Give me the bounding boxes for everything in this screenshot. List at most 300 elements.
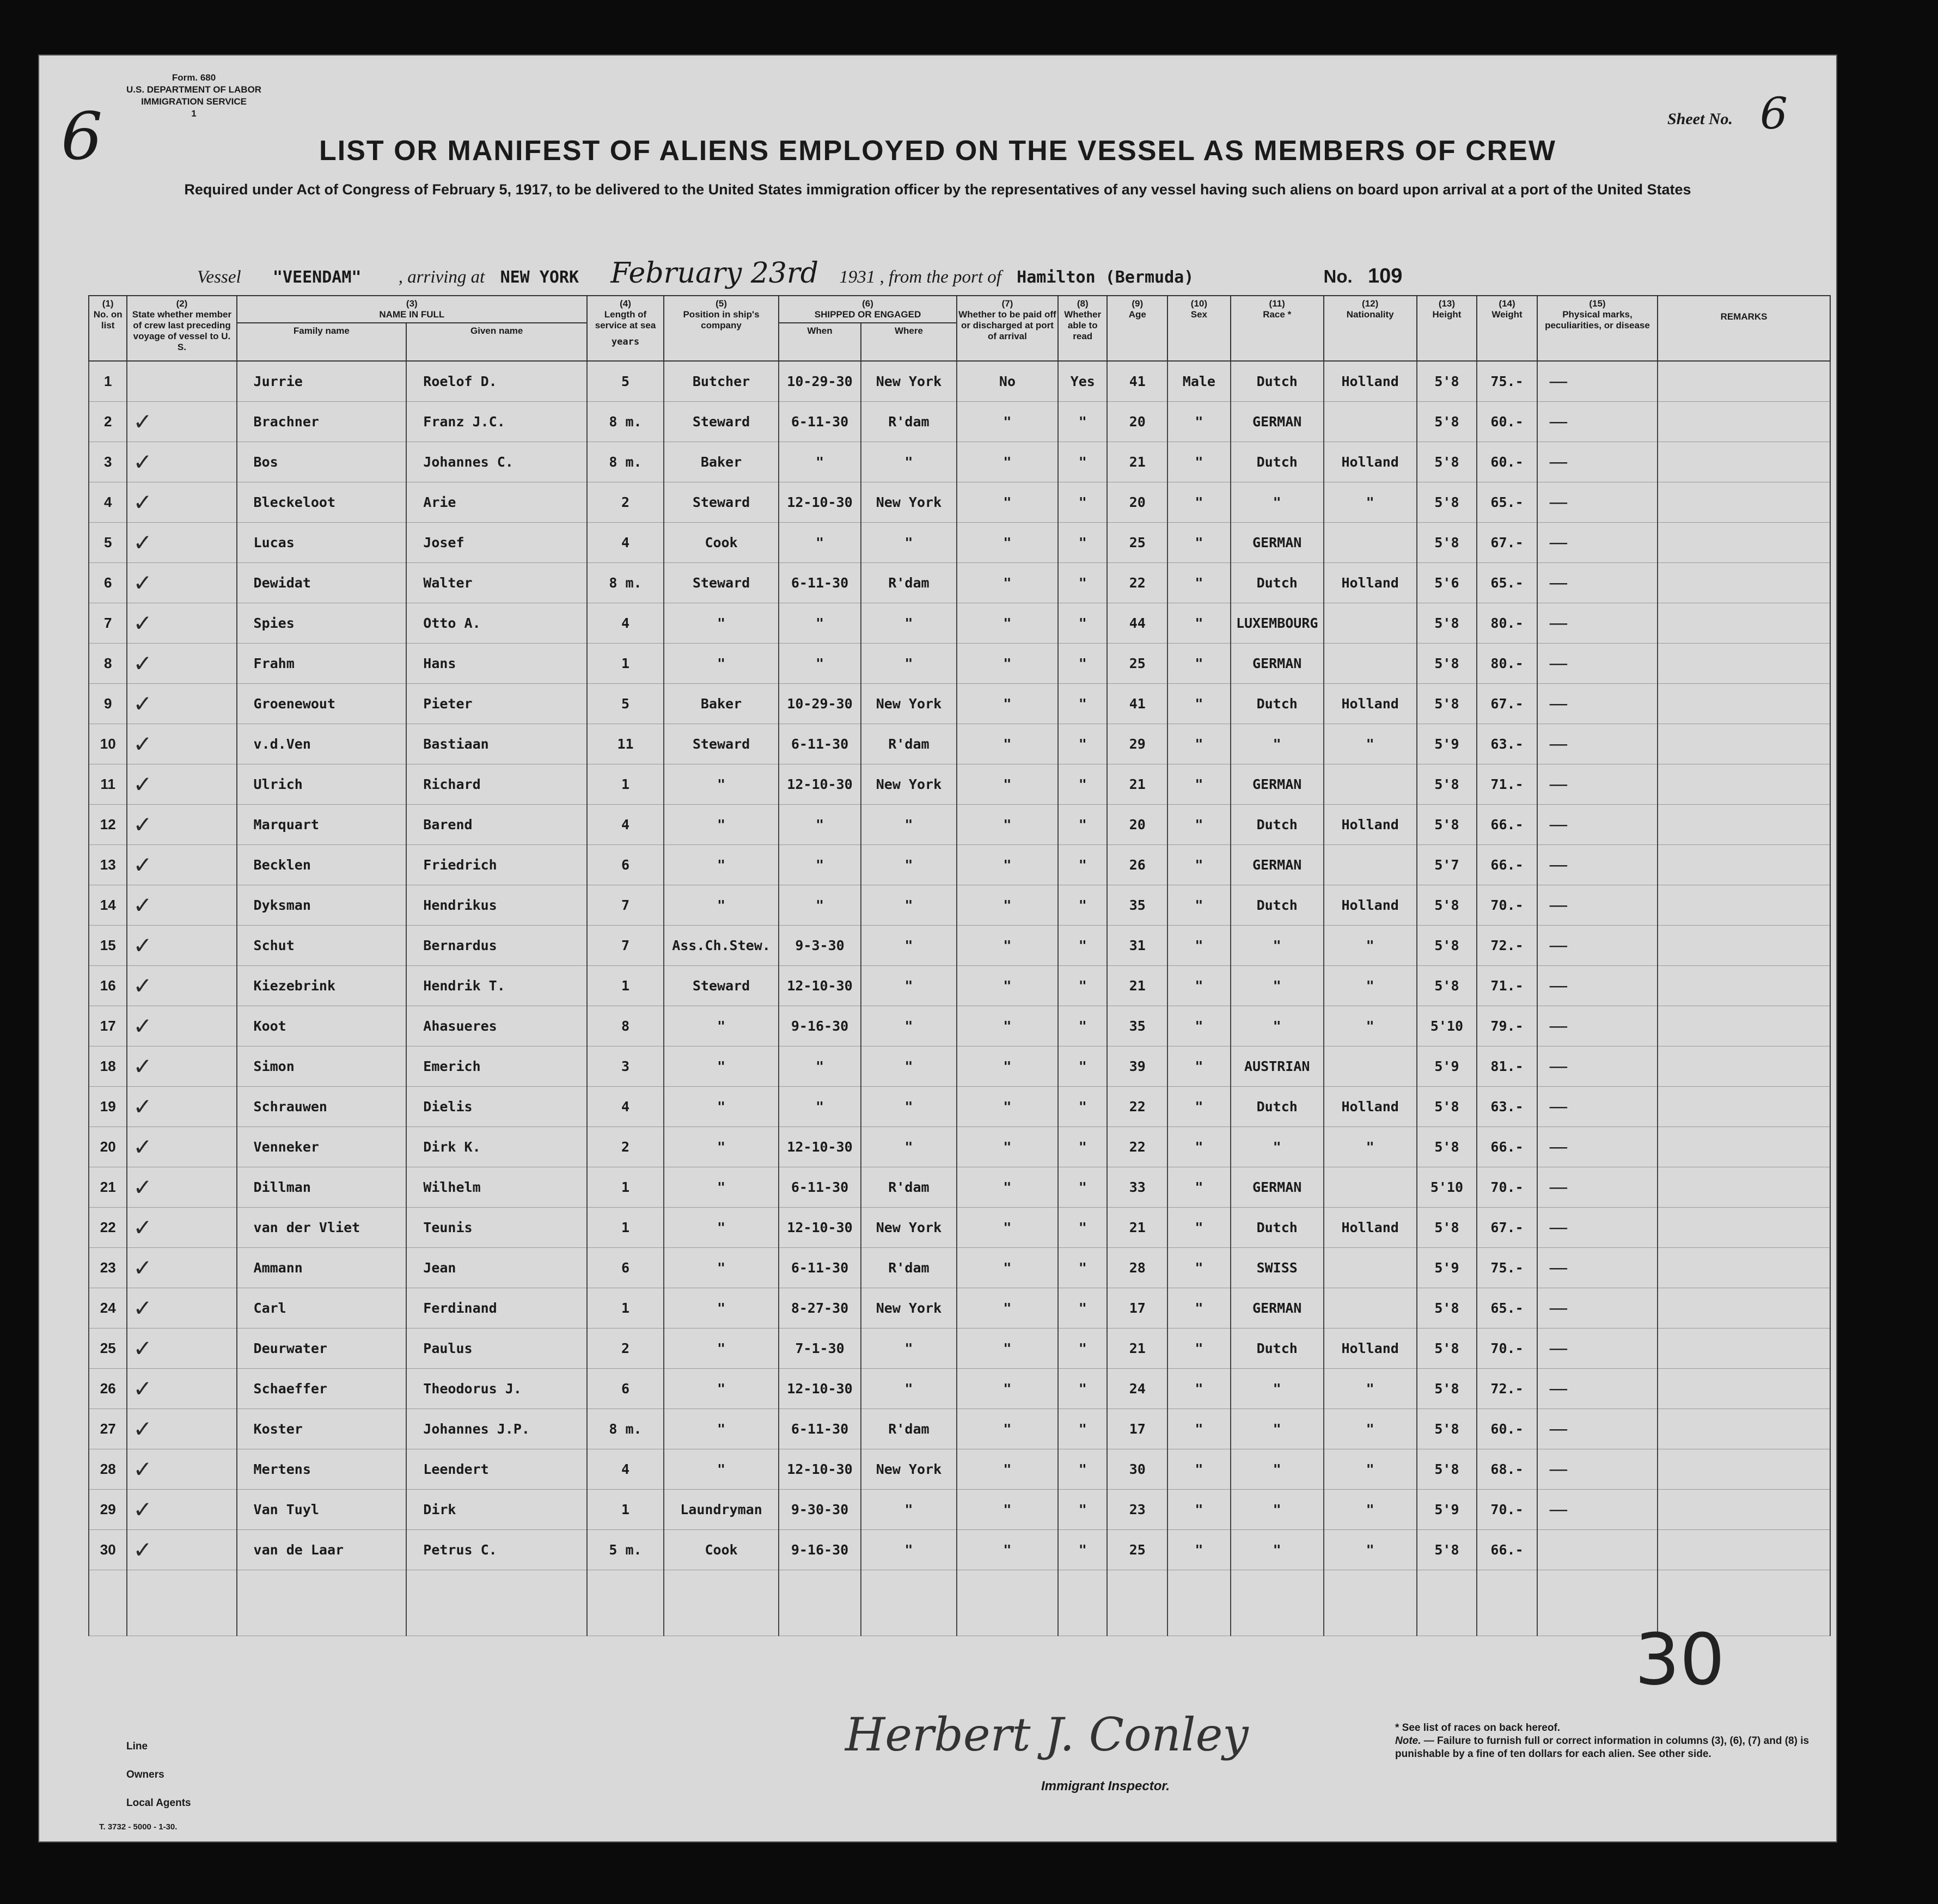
age-cell: 20 [1107, 805, 1167, 845]
service-length-cell: 8 m. [587, 1409, 664, 1449]
age-cell: 25 [1107, 1530, 1167, 1570]
nationality-cell: Holland [1324, 684, 1417, 724]
paid-off-cell: " [957, 764, 1058, 805]
remarks-cell [1658, 805, 1830, 845]
weight-cell: 71.- [1477, 764, 1537, 805]
table-row [89, 1248, 1830, 1288]
shipped-where-cell: R'dam [861, 1248, 957, 1288]
shipped-where-cell: " [861, 1046, 957, 1087]
weight-cell: 67.- [1477, 684, 1537, 724]
sex-cell: " [1167, 523, 1231, 563]
family-name-cell: Brachner [237, 402, 407, 442]
physical-marks-cell: — [1537, 402, 1658, 442]
sex-cell: " [1167, 442, 1231, 482]
inspector-signature: Herbert J. Conley [845, 1708, 1249, 1761]
row-number-cell: 12 [89, 805, 127, 845]
physical-marks-cell: — [1537, 1288, 1658, 1328]
race-cell: " [1231, 1530, 1324, 1570]
form-mark: 1 [191, 108, 197, 119]
row-number-cell: 16 [89, 966, 127, 1006]
table-row [89, 482, 1830, 523]
age-cell: 21 [1107, 1208, 1167, 1248]
paid-off-cell: " [957, 1369, 1058, 1409]
able-to-read-cell: " [1058, 482, 1108, 523]
service-length-cell: 5 m. [587, 1530, 664, 1570]
family-name-cell: Schrauwen [237, 1087, 407, 1127]
physical-marks-cell: — [1537, 1006, 1658, 1046]
shipped-where-cell: New York [861, 764, 957, 805]
shipped-where-cell: R'dam [861, 724, 957, 764]
table-row [89, 966, 1830, 1006]
sex-cell: " [1167, 563, 1231, 603]
row-number-cell: 28 [89, 1449, 127, 1490]
blank-cell [587, 1570, 664, 1636]
race-cell: Dutch [1231, 361, 1324, 402]
paid-off-cell: " [957, 1248, 1058, 1288]
race-cell: Dutch [1231, 1087, 1324, 1127]
family-name-cell: Groenewout [237, 684, 407, 724]
able-to-read-cell: " [1058, 1328, 1108, 1369]
nationality-cell: Holland [1324, 885, 1417, 926]
given-name-cell: Ferdinand [406, 1288, 587, 1328]
shipped-when-cell: 9-16-30 [779, 1006, 861, 1046]
form-number: Form. 680 [172, 72, 216, 83]
shipped-when-cell: 6-11-30 [779, 402, 861, 442]
remarks-cell [1658, 1167, 1830, 1208]
nationality-cell: Holland [1324, 563, 1417, 603]
family-name-cell: Venneker [237, 1127, 407, 1167]
height-cell: 5'8 [1417, 1087, 1477, 1127]
nationality-cell: Holland [1324, 442, 1417, 482]
sex-cell: " [1167, 1167, 1231, 1208]
remarks-cell [1658, 1208, 1830, 1248]
blank-cell [664, 1570, 779, 1636]
footer-labels [126, 1732, 191, 1817]
weight-cell: 65.- [1477, 563, 1537, 603]
service-length-cell: 4 [587, 1449, 664, 1490]
height-cell: 5'8 [1417, 1530, 1477, 1570]
col-no-header: (1) No. on list [89, 296, 127, 361]
row-number-cell: 24 [89, 1288, 127, 1328]
able-to-read-cell: " [1058, 523, 1108, 563]
shipped-when-cell: " [779, 805, 861, 845]
table-row [89, 1369, 1830, 1409]
shipped-when-cell: " [779, 845, 861, 885]
sex-cell: " [1167, 1208, 1231, 1248]
family-name-cell: Ulrich [237, 764, 407, 805]
position-cell: Baker [664, 684, 779, 724]
shipped-when-cell: 6-11-30 [779, 563, 861, 603]
shipped-when-cell: 12-10-30 [779, 966, 861, 1006]
able-to-read-cell: " [1058, 966, 1108, 1006]
fine-note: Note. — Failure to furnish full or correct information in columns (3), (6), (7) and (8) is punishable by a fine of ten dollars for each alien. See other side. [1395, 1735, 1809, 1760]
age-cell: 22 [1107, 1127, 1167, 1167]
physical-marks-cell: — [1537, 966, 1658, 1006]
position-cell: " [664, 1248, 779, 1288]
col-state-header: (2) State whether member of crew last preceding voyage of vessel to U. S. [127, 296, 236, 361]
member-check-cell: ✓ [127, 1288, 236, 1328]
table-row [89, 563, 1830, 603]
service-length-cell: 1 [587, 1208, 664, 1248]
member-check-cell: ✓ [127, 926, 236, 966]
weight-cell: 66.- [1477, 1127, 1537, 1167]
race-cell: Dutch [1231, 563, 1324, 603]
family-name-cell: Ammann [237, 1248, 407, 1288]
paid-off-cell: " [957, 523, 1058, 563]
weight-cell: 63.- [1477, 724, 1537, 764]
nationality-cell [1324, 845, 1417, 885]
service-name: IMMIGRATION SERVICE [141, 96, 247, 107]
shipped-where-cell: R'dam [861, 402, 957, 442]
member-check-cell: ✓ [127, 1449, 236, 1490]
shipped-when-cell: 7-1-30 [779, 1328, 861, 1369]
departure-port: Hamilton (Bermuda) [1017, 268, 1194, 287]
service-length-cell: 2 [587, 1127, 664, 1167]
able-to-read-cell: " [1058, 1248, 1108, 1288]
sex-cell: " [1167, 1409, 1231, 1449]
nationality-cell: " [1324, 1127, 1417, 1167]
table-row [89, 402, 1830, 442]
shipped-when-cell: " [779, 885, 861, 926]
table-row [89, 845, 1830, 885]
table-row [89, 644, 1830, 684]
race-cell: AUSTRIAN [1231, 1046, 1324, 1087]
height-cell: 5'8 [1417, 1369, 1477, 1409]
weight-cell: 79.- [1477, 1006, 1537, 1046]
position-cell: Steward [664, 724, 779, 764]
age-cell: 25 [1107, 523, 1167, 563]
physical-marks-cell: — [1537, 684, 1658, 724]
race-cell: " [1231, 926, 1324, 966]
paid-off-cell: " [957, 402, 1058, 442]
position-cell: " [664, 1328, 779, 1369]
family-name-cell: van de Laar [237, 1530, 407, 1570]
race-cell: GERMAN [1231, 764, 1324, 805]
nationality-cell [1324, 402, 1417, 442]
service-length-cell: 4 [587, 1087, 664, 1127]
service-length-cell: 5 [587, 361, 664, 402]
position-cell: Steward [664, 482, 779, 523]
family-name-cell: Mertens [237, 1449, 407, 1490]
remarks-cell [1658, 1248, 1830, 1288]
given-name-cell: Bernardus [406, 926, 587, 966]
remarks-cell [1658, 603, 1830, 644]
given-name-cell: Ahasueres [406, 1006, 587, 1046]
member-check-cell: ✓ [127, 1127, 236, 1167]
given-name-cell: Richard [406, 764, 587, 805]
member-check-cell: ✓ [127, 563, 236, 603]
able-to-read-cell: " [1058, 1006, 1108, 1046]
nationality-cell [1324, 603, 1417, 644]
member-check-cell: ✓ [127, 1167, 236, 1208]
col-when-header: When [779, 323, 861, 361]
shipped-when-cell: 6-11-30 [779, 1167, 861, 1208]
race-cell: GERMAN [1231, 1288, 1324, 1328]
paid-off-cell: " [957, 966, 1058, 1006]
able-to-read-cell: " [1058, 402, 1108, 442]
member-check-cell: ✓ [127, 402, 236, 442]
blank-cell [1417, 1570, 1477, 1636]
weight-cell: 71.- [1477, 966, 1537, 1006]
height-cell: 5'7 [1417, 845, 1477, 885]
remarks-cell [1658, 523, 1830, 563]
height-cell: 5'8 [1417, 361, 1477, 402]
physical-marks-cell: — [1537, 724, 1658, 764]
shipped-when-cell: 10-29-30 [779, 361, 861, 402]
service-length-cell: 8 m. [587, 563, 664, 603]
family-name-cell: Lucas [237, 523, 407, 563]
remarks-cell [1658, 764, 1830, 805]
shipped-when-cell: 12-10-30 [779, 1127, 861, 1167]
owners-label: Owners [126, 1769, 164, 1780]
table-row [89, 1328, 1830, 1369]
remarks-cell [1658, 644, 1830, 684]
shipped-where-cell: New York [861, 361, 957, 402]
row-number-cell: 7 [89, 603, 127, 644]
physical-marks-cell: — [1537, 1046, 1658, 1087]
height-cell: 5'8 [1417, 1208, 1477, 1248]
table-row [89, 1046, 1830, 1087]
row-number-cell: 17 [89, 1006, 127, 1046]
physical-marks-cell: — [1537, 764, 1658, 805]
row-number-cell: 14 [89, 885, 127, 926]
shipped-when-cell: 12-10-30 [779, 1208, 861, 1248]
family-name-cell: Dyksman [237, 885, 407, 926]
paid-off-cell: " [957, 563, 1058, 603]
family-name-cell: Koot [237, 1006, 407, 1046]
nationality-cell [1324, 1046, 1417, 1087]
height-cell: 5'9 [1417, 1248, 1477, 1288]
family-name-cell: Dillman [237, 1167, 407, 1208]
height-cell: 5'10 [1417, 1167, 1477, 1208]
race-cell: Dutch [1231, 442, 1324, 482]
given-name-cell: Josef [406, 523, 587, 563]
member-check-cell: ✓ [127, 1087, 236, 1127]
shipped-where-cell: New York [861, 1449, 957, 1490]
sheet-label: Sheet No. [1667, 110, 1733, 128]
position-cell: Steward [664, 563, 779, 603]
row-number-cell: 25 [89, 1328, 127, 1369]
shipped-where-cell: " [861, 1328, 957, 1369]
blank-cell [89, 1570, 127, 1636]
blank-cell [779, 1570, 861, 1636]
row-number-cell: 1 [89, 361, 127, 402]
weight-cell: 72.- [1477, 1369, 1537, 1409]
paid-off-cell: " [957, 926, 1058, 966]
sex-cell: " [1167, 644, 1231, 684]
member-check-cell: ✓ [127, 764, 236, 805]
position-cell: " [664, 1087, 779, 1127]
member-check-cell: ✓ [127, 1490, 236, 1530]
shipped-when-cell: " [779, 1046, 861, 1087]
remarks-cell [1658, 1409, 1830, 1449]
shipped-when-cell: 6-11-30 [779, 724, 861, 764]
row-number-cell: 30 [89, 1530, 127, 1570]
nationality-cell: " [1324, 1490, 1417, 1530]
paid-off-cell: " [957, 1530, 1058, 1570]
physical-marks-cell: — [1537, 603, 1658, 644]
member-check-cell [127, 361, 236, 402]
race-cell: GERMAN [1231, 644, 1324, 684]
member-check-cell: ✓ [127, 966, 236, 1006]
row-number-cell: 5 [89, 523, 127, 563]
weight-cell: 68.- [1477, 1449, 1537, 1490]
age-cell: 35 [1107, 885, 1167, 926]
department-name: U.S. DEPARTMENT OF LABOR [126, 84, 262, 95]
position-cell: Cook [664, 523, 779, 563]
family-name-cell: Spies [237, 603, 407, 644]
shipped-where-cell: " [861, 926, 957, 966]
nationality-cell: " [1324, 482, 1417, 523]
row-number-cell: 8 [89, 644, 127, 684]
member-check-cell: ✓ [127, 1208, 236, 1248]
age-cell: 41 [1107, 361, 1167, 402]
remarks-cell [1658, 1328, 1830, 1369]
height-cell: 5'8 [1417, 1409, 1477, 1449]
nationality-cell: " [1324, 1530, 1417, 1570]
position-cell: " [664, 1449, 779, 1490]
physical-marks-cell: — [1537, 442, 1658, 482]
family-name-cell: Dewidat [237, 563, 407, 603]
able-to-read-cell: " [1058, 1288, 1108, 1328]
paid-off-cell: " [957, 1046, 1058, 1087]
shipped-where-cell: New York [861, 684, 957, 724]
able-to-read-cell: Yes [1058, 361, 1108, 402]
header-row [89, 296, 1830, 323]
sex-cell: " [1167, 684, 1231, 724]
family-name-cell: Jurrie [237, 361, 407, 402]
table-row [89, 684, 1830, 724]
member-check-cell: ✓ [127, 684, 236, 724]
position-cell: " [664, 644, 779, 684]
service-length-cell: 6 [587, 1369, 664, 1409]
arrival-date: February 23rd [610, 257, 819, 290]
remarks-cell [1658, 1288, 1830, 1328]
nationality-cell: " [1324, 1409, 1417, 1449]
height-cell: 5'8 [1417, 402, 1477, 442]
shipped-when-cell: 10-29-30 [779, 684, 861, 724]
position-cell: Laundryman [664, 1490, 779, 1530]
inspector-label: Immigrant Inspector. [1041, 1779, 1170, 1793]
table-row [89, 442, 1830, 482]
position-cell: " [664, 1046, 779, 1087]
service-length-cell: 1 [587, 1288, 664, 1328]
sex-cell: Male [1167, 361, 1231, 402]
physical-marks-cell: — [1537, 1369, 1658, 1409]
able-to-read-cell: " [1058, 684, 1108, 724]
sex-cell: " [1167, 402, 1231, 442]
physical-marks-cell: — [1537, 523, 1658, 563]
blank-cell [127, 1570, 236, 1636]
shipped-where-cell: New York [861, 482, 957, 523]
member-check-cell: ✓ [127, 523, 236, 563]
age-cell: 21 [1107, 442, 1167, 482]
sex-cell: " [1167, 482, 1231, 523]
weight-cell: 63.- [1477, 1087, 1537, 1127]
given-name-cell: Wilhelm [406, 1167, 587, 1208]
family-name-cell: Schut [237, 926, 407, 966]
member-check-cell: ✓ [127, 1328, 236, 1369]
nationality-cell: Holland [1324, 361, 1417, 402]
row-number-cell: 29 [89, 1490, 127, 1530]
member-check-cell: ✓ [127, 805, 236, 845]
family-name-cell: Becklen [237, 845, 407, 885]
age-cell: 28 [1107, 1248, 1167, 1288]
weight-cell: 75.- [1477, 1248, 1537, 1288]
remarks-cell [1658, 1449, 1830, 1490]
position-cell: " [664, 1127, 779, 1167]
nationality-cell [1324, 764, 1417, 805]
given-name-cell: Johannes J.P. [406, 1409, 587, 1449]
col-age-header: (9) Age [1107, 296, 1167, 361]
age-cell: 39 [1107, 1046, 1167, 1087]
shipped-when-cell: " [779, 644, 861, 684]
col-marks-header: (15) Physical marks, peculiarities, or disease [1537, 296, 1658, 361]
total-count: 30 [1635, 1618, 1725, 1701]
row-number-cell: 22 [89, 1208, 127, 1248]
table-row [89, 1006, 1830, 1046]
age-cell: 26 [1107, 845, 1167, 885]
member-check-cell: ✓ [127, 442, 236, 482]
member-check-cell: ✓ [127, 724, 236, 764]
able-to-read-cell: " [1058, 644, 1108, 684]
physical-marks-cell: — [1537, 1409, 1658, 1449]
race-cell: Dutch [1231, 805, 1324, 845]
member-check-cell: ✓ [127, 885, 236, 926]
service-length-cell: 1 [587, 1167, 664, 1208]
service-length-cell: 2 [587, 1328, 664, 1369]
given-name-cell: Friedrich [406, 845, 587, 885]
row-number-cell: 23 [89, 1248, 127, 1288]
row-number-cell: 19 [89, 1087, 127, 1127]
shipped-where-cell: R'dam [861, 563, 957, 603]
col-shipped-header: (6) SHIPPED OR ENGAGED [779, 296, 957, 323]
weight-cell: 70.- [1477, 1490, 1537, 1530]
able-to-read-cell: " [1058, 1208, 1108, 1248]
position-cell: Butcher [664, 361, 779, 402]
age-cell: 41 [1107, 684, 1167, 724]
physical-marks-cell: — [1537, 1248, 1658, 1288]
service-length-cell: 6 [587, 1248, 664, 1288]
nationality-cell: " [1324, 1369, 1417, 1409]
row-number-cell: 2 [89, 402, 127, 442]
age-cell: 22 [1107, 1087, 1167, 1127]
remarks-cell [1658, 482, 1830, 523]
sex-cell: " [1167, 1490, 1231, 1530]
row-number-cell: 6 [89, 563, 127, 603]
row-number-cell: 15 [89, 926, 127, 966]
able-to-read-cell: " [1058, 926, 1108, 966]
shipped-where-cell: " [861, 1490, 957, 1530]
remarks-cell [1658, 1046, 1830, 1087]
age-cell: 21 [1107, 1328, 1167, 1369]
paid-off-cell: " [957, 603, 1058, 644]
sex-cell: " [1167, 724, 1231, 764]
crew-manifest-table [88, 295, 1831, 1636]
sex-cell: " [1167, 1328, 1231, 1369]
shipped-where-cell: " [861, 1006, 957, 1046]
family-name-cell: van der Vliet [237, 1208, 407, 1248]
given-name-cell: Hendrikus [406, 885, 587, 926]
member-check-cell: ✓ [127, 603, 236, 644]
form-header [126, 72, 261, 120]
physical-marks-cell: — [1537, 1087, 1658, 1127]
race-cell: " [1231, 966, 1324, 1006]
given-name-cell: Roelof D. [406, 361, 587, 402]
page-subtitle: Required under Act of Congress of February 5, 1917, to be delivered to the United States immigration officer by the representatives of any vessel having such aliens on board upon arrival at a port of the United States [184, 181, 1691, 198]
position-cell: " [664, 805, 779, 845]
family-name-cell: Frahm [237, 644, 407, 684]
